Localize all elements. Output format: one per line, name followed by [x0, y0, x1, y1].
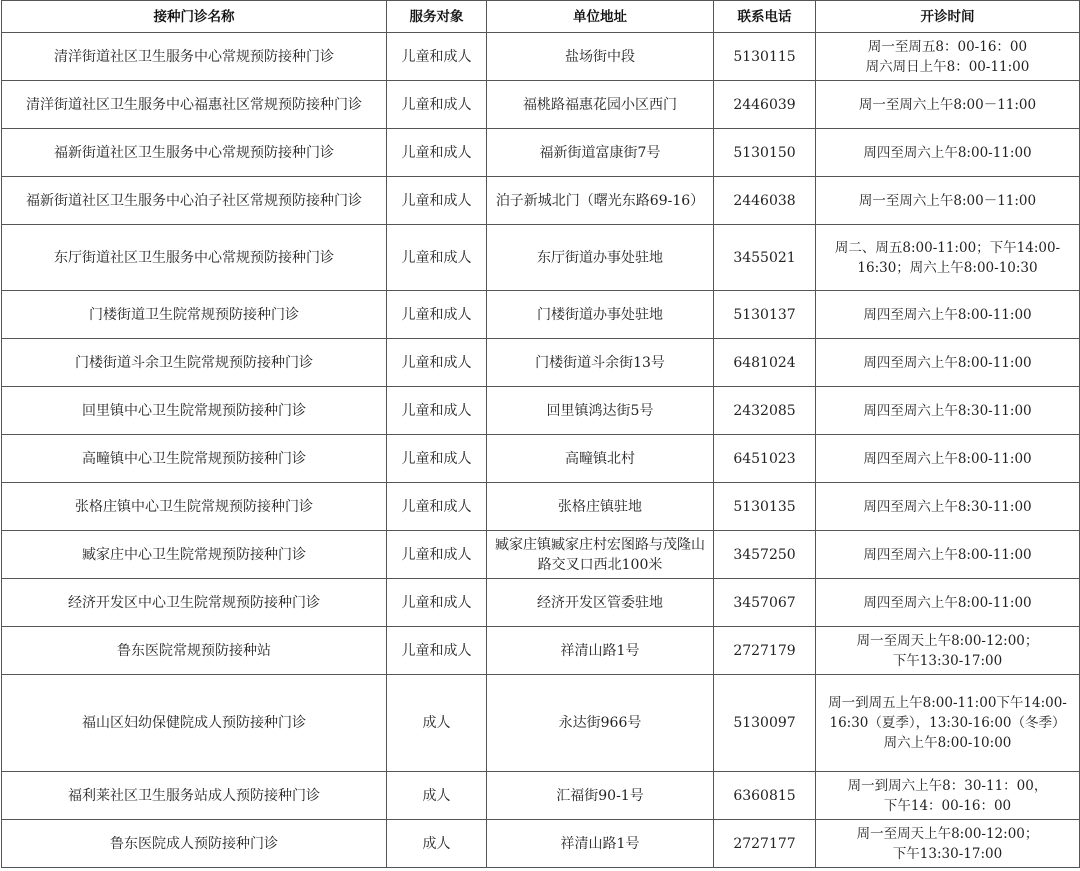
- clinic-name-cell: 鲁东医院常规预防接种站: [2, 627, 387, 675]
- service-target-cell: 儿童和成人: [387, 291, 487, 339]
- service-target-cell: 儿童和成人: [387, 483, 487, 531]
- clinic-name-cell: 回里镇中心卫生院常规预防接种门诊: [2, 387, 387, 435]
- opening-hours-cell: [816, 291, 1080, 339]
- opening-hours-line: 周一至周五8：00-16：00: [867, 38, 1028, 55]
- phone-cell: 2446038: [714, 177, 816, 225]
- address-cell: 高疃镇北村: [487, 435, 714, 483]
- table-row: [2, 225, 1080, 291]
- opening-hours-cell: [816, 33, 1080, 81]
- phone-cell: 3457250: [714, 531, 816, 579]
- opening-hours-line: 下午13:30-17:00: [892, 845, 1003, 862]
- opening-hours-line: 周四至周六上午8:00-11:00: [863, 354, 1032, 371]
- opening-hours-cell: [816, 129, 1080, 177]
- service-target-cell: 儿童和成人: [387, 225, 487, 291]
- address-cell: 福新街道富康街7号: [487, 129, 714, 177]
- opening-hours-cell: [816, 820, 1080, 868]
- table-row: [2, 387, 1080, 435]
- address-cell: 张格庄镇驻地: [487, 483, 714, 531]
- opening-hours-cell: [816, 387, 1080, 435]
- service-target-cell: 成人: [387, 820, 487, 868]
- opening-hours-cell: [816, 675, 1080, 772]
- header-service-target: 服务对象: [387, 1, 487, 33]
- clinic-name-cell: 清洋街道社区卫生服务中心常规预防接种门诊: [2, 33, 387, 81]
- phone-cell: 2727179: [714, 627, 816, 675]
- opening-hours-cell: [816, 435, 1080, 483]
- table-row: [2, 531, 1080, 579]
- service-target-cell: 儿童和成人: [387, 531, 487, 579]
- opening-hours-line: 周一至周六上午8:00－11:00: [858, 192, 1037, 209]
- table-row: [2, 177, 1080, 225]
- address-cell: 祥清山路1号: [487, 820, 714, 868]
- clinic-table: [1, 0, 1080, 868]
- opening-hours-cell: [816, 531, 1080, 579]
- opening-hours-cell: [816, 483, 1080, 531]
- phone-cell: 6360815: [714, 772, 816, 820]
- phone-cell: 2432085: [714, 387, 816, 435]
- clinic-name-cell: 经济开发区中心卫生院常规预防接种门诊: [2, 579, 387, 627]
- opening-hours-line: 周六周日上午8：00-11:00: [865, 58, 1030, 75]
- table-body: [2, 33, 1080, 868]
- address-cell: 门楼街道斗余街13号: [487, 339, 714, 387]
- address-cell: 祥清山路1号: [487, 627, 714, 675]
- service-target-cell: 儿童和成人: [387, 579, 487, 627]
- table-header: [2, 1, 1080, 33]
- opening-hours-line: 周二、周五8:00-11:00；下午14:00-16:30；周六上午8:00-10:30: [834, 239, 1061, 276]
- opening-hours-line: 周一到周六上午8：30-11：00，: [847, 777, 1048, 794]
- opening-hours-line: 周六上午8:00-10:00: [883, 735, 1012, 751]
- table-row: [2, 579, 1080, 627]
- opening-hours-line: 周一至周六上午8:00－11:00: [858, 96, 1037, 113]
- table-row: [2, 820, 1080, 868]
- opening-hours-cell: [816, 177, 1080, 225]
- address-cell: 福桃路福惠花园小区西门: [487, 81, 714, 129]
- table-row: [2, 291, 1080, 339]
- clinic-name-cell: 鲁东医院成人预防接种门诊: [2, 820, 387, 868]
- table-row: [2, 339, 1080, 387]
- opening-hours-line: 周一至周天上午8:00-12:00；: [856, 632, 1039, 649]
- opening-hours-line: 周四至周六上午8:30-11:00: [863, 402, 1032, 419]
- table-row: [2, 772, 1080, 820]
- table-row: [2, 129, 1080, 177]
- phone-cell: 6451023: [714, 435, 816, 483]
- address-cell: 门楼街道办事处驻地: [487, 291, 714, 339]
- phone-cell: 2446039: [714, 81, 816, 129]
- address-cell: 臧家庄镇臧家庄村宏图路与茂隆山路交叉口西北100米: [487, 531, 714, 579]
- opening-hours-line: 周一到周五上午8:00-11:00下午14:00-16:30（夏季），13:30-16:00（冬季）: [828, 695, 1067, 731]
- opening-hours-cell: [816, 81, 1080, 129]
- clinic-name-cell: 门楼街道斗余卫生院常规预防接种门诊: [2, 339, 387, 387]
- clinic-name-cell: 清洋街道社区卫生服务中心福惠社区常规预防接种门诊: [2, 81, 387, 129]
- opening-hours-cell: [816, 627, 1080, 675]
- table-row: [2, 627, 1080, 675]
- service-target-cell: 儿童和成人: [387, 339, 487, 387]
- table-row: [2, 435, 1080, 483]
- phone-cell: 6481024: [714, 339, 816, 387]
- opening-hours-line: 周四至周六上午8:00-11:00: [863, 450, 1032, 467]
- opening-hours-cell: [816, 772, 1080, 820]
- phone-cell: 5130097: [714, 675, 816, 772]
- opening-hours-line: 周四至周六上午8:00-11:00: [863, 144, 1032, 161]
- phone-cell: 5130135: [714, 483, 816, 531]
- phone-cell: 5130137: [714, 291, 816, 339]
- opening-hours-line: 周一至周天上午8:00-12:00；: [856, 825, 1039, 842]
- header-clinic-name: 接种门诊名称: [2, 1, 387, 33]
- address-cell: 东厅街道办事处驻地: [487, 225, 714, 291]
- address-cell: 盐场街中段: [487, 33, 714, 81]
- clinic-name-cell: 福山区妇幼保健院成人预防接种门诊: [2, 675, 387, 772]
- header-opening-hours: 开诊时间: [816, 1, 1080, 33]
- clinic-name-cell: 门楼街道卫生院常规预防接种门诊: [2, 291, 387, 339]
- service-target-cell: 儿童和成人: [387, 81, 487, 129]
- table-row: [2, 675, 1080, 772]
- opening-hours-line: 下午14：00-16：00: [883, 797, 1012, 814]
- address-cell: 经济开发区管委驻地: [487, 579, 714, 627]
- opening-hours-cell: [816, 579, 1080, 627]
- opening-hours-line: 周四至周六上午8:30-11:00: [863, 498, 1032, 515]
- header-address: 单位地址: [487, 1, 714, 33]
- service-target-cell: 成人: [387, 675, 487, 772]
- address-cell: 汇福街90-1号: [487, 772, 714, 820]
- clinic-name-cell: 臧家庄中心卫生院常规预防接种门诊: [2, 531, 387, 579]
- service-target-cell: 儿童和成人: [387, 435, 487, 483]
- service-target-cell: 成人: [387, 772, 487, 820]
- phone-cell: 5130150: [714, 129, 816, 177]
- service-target-cell: 儿童和成人: [387, 33, 487, 81]
- service-target-cell: 儿童和成人: [387, 387, 487, 435]
- clinic-name-cell: 福新街道社区卫生服务中心泊子社区常规预防接种门诊: [2, 177, 387, 225]
- clinic-name-cell: 福利莱社区卫生服务站成人预防接种门诊: [2, 772, 387, 820]
- clinic-name-cell: 高疃镇中心卫生院常规预防接种门诊: [2, 435, 387, 483]
- phone-cell: 5130115: [714, 33, 816, 81]
- opening-hours-line: 下午13:30-17:00: [892, 652, 1003, 669]
- clinic-name-cell: 福新街道社区卫生服务中心常规预防接种门诊: [2, 129, 387, 177]
- opening-hours-cell: [816, 339, 1080, 387]
- service-target-cell: 儿童和成人: [387, 627, 487, 675]
- phone-cell: 2727177: [714, 820, 816, 868]
- header-phone: 联系电话: [714, 1, 816, 33]
- phone-cell: 3455021: [714, 225, 816, 291]
- clinic-name-cell: 张格庄镇中心卫生院常规预防接种门诊: [2, 483, 387, 531]
- phone-cell: 3457067: [714, 579, 816, 627]
- address-cell: 泊子新城北门（曙光东路69-16）: [487, 177, 714, 225]
- opening-hours-line: 周四至周六上午8:00-11:00: [863, 594, 1032, 611]
- service-target-cell: 儿童和成人: [387, 177, 487, 225]
- header-row: [2, 1, 1080, 33]
- service-target-cell: 儿童和成人: [387, 129, 487, 177]
- table-row: [2, 483, 1080, 531]
- opening-hours-line: 周四至周六上午8:00-11:00: [863, 546, 1032, 563]
- table-row: [2, 81, 1080, 129]
- clinic-name-cell: 东厅街道社区卫生服务中心常规预防接种门诊: [2, 225, 387, 291]
- opening-hours-line: 周四至周六上午8:00-11:00: [863, 306, 1032, 323]
- opening-hours-cell: [816, 225, 1080, 291]
- address-cell: 永达街966号: [487, 675, 714, 772]
- table-row: [2, 33, 1080, 81]
- address-cell: 回里镇鸿达街5号: [487, 387, 714, 435]
